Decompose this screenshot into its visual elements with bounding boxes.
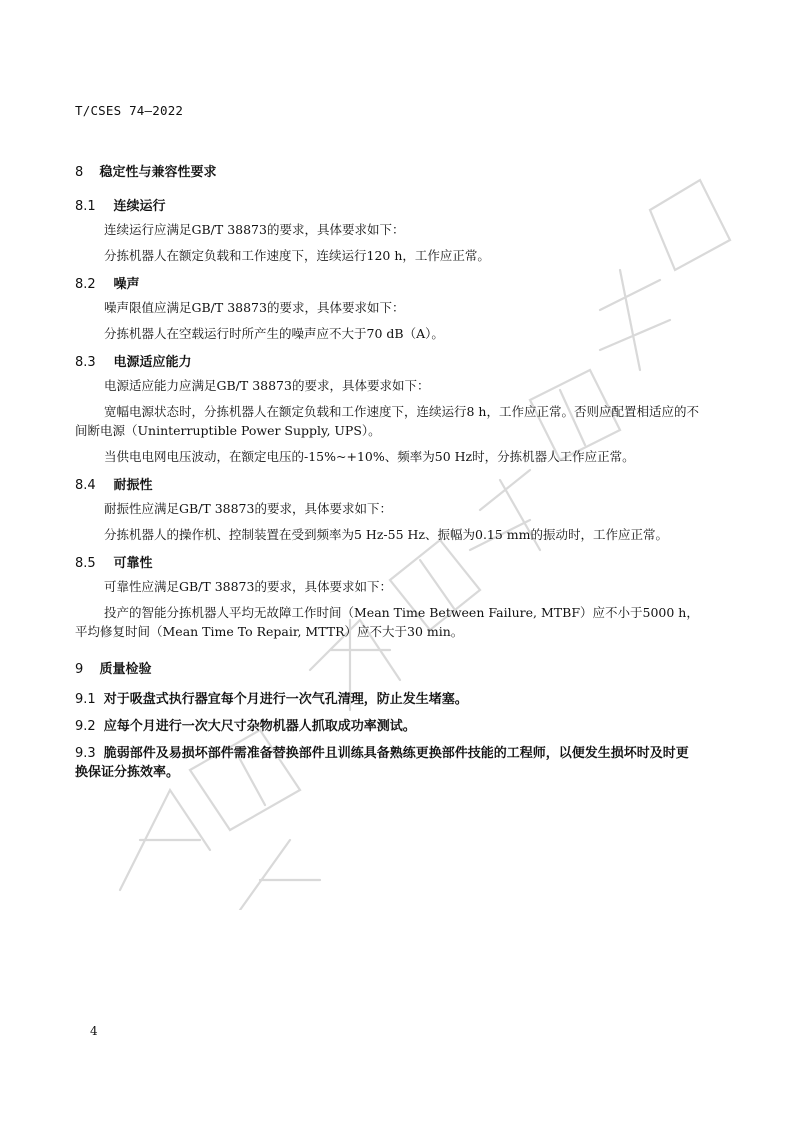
section-title: 可靠性 — [113, 556, 153, 571]
clause-number: 9.1 — [75, 692, 96, 707]
section-title: 连续运行 — [113, 199, 166, 214]
paragraph: 可靠性应满足GB/T 38873的要求，具体要求如下： — [104, 579, 392, 594]
section-title: 稳定性与兼容性要求 — [99, 165, 217, 180]
paragraph: 分拣机器人的操作机、控制装置在受到频率为5 Hz-55 Hz、振幅为0.15 mm的振动时，工作应正常。 — [104, 527, 669, 542]
document-code: T/CSES 74—2022 — [75, 103, 184, 118]
clause-number: 9.2 — [75, 719, 96, 734]
section-8-5-heading — [75, 552, 153, 571]
section-number: 8 — [75, 165, 84, 180]
clause-text: 对于吸盘式执行器宜每个月进行一次气孔清理，防止发生堵塞。 — [103, 692, 468, 707]
paragraph: 宽幅电源状态时，分拣机器人在额定负载和工作速度下，连续运行8 h，工作应正常。否则应配置相适应的不间断电源（Uninterruptible Power Supply, UPS）。 — [75, 404, 699, 438]
section-8-2-heading — [75, 273, 140, 292]
section-number: 8.3 — [75, 355, 96, 370]
paragraph: 连续运行应满足GB/T 38873的要求，具体要求如下： — [104, 222, 405, 237]
section-title: 噪声 — [113, 277, 140, 292]
clause-9-3 — [75, 744, 700, 782]
page-number: 4 — [90, 1024, 98, 1038]
clause-text: 应每个月进行一次大尺寸杂物机器人抓取成功率测试。 — [103, 719, 416, 734]
paragraph: 分拣机器人在额定负载和工作速度下，连续运行120 h，工作应正常。 — [104, 248, 490, 263]
section-8-1-heading — [75, 195, 166, 214]
section-9-heading — [75, 658, 152, 677]
clause-number: 9.3 — [75, 746, 96, 761]
paragraph: 当供电电网电压波动，在额定电压的-15%~+10%、频率为50 Hz时，分拣机器人工作应正常。 — [104, 449, 635, 464]
paragraph: 耐振性应满足GB/T 38873的要求，具体要求如下： — [104, 501, 392, 516]
section-8-4-heading — [75, 474, 153, 493]
paragraph: 分拣机器人在空载运行时所产生的噪声应不大于70 dB（A）。 — [104, 326, 444, 341]
section-8-3-heading — [75, 351, 192, 370]
section-number: 8.4 — [75, 478, 96, 493]
section-8-heading — [75, 161, 217, 180]
clause-9-2 — [75, 717, 700, 736]
paragraph: 噪声限值应满足GB/T 38873的要求，具体要求如下： — [104, 300, 405, 315]
section-title: 质量检验 — [99, 662, 152, 677]
section-number: 9 — [75, 662, 84, 677]
paragraph: 电源适应能力应满足GB/T 38873的要求，具体要求如下： — [104, 378, 430, 393]
section-number: 8.2 — [75, 277, 96, 292]
clause-text: 脆弱部件及易损坏部件需准备替换部件且训练具备熟练更换部件技能的工程师，以便发生损坏时及时更换保证分拣效率。 — [75, 746, 689, 780]
paragraph: 投产的智能分拣机器人平均无故障工作时间（Mean Time Between Failure, MTBF）应不小于5000 h，平均修复时间（Mean Time To Repair, MTTR）应不大于30 min。 — [75, 605, 699, 639]
section-number: 8.1 — [75, 199, 96, 214]
clause-9-1 — [75, 690, 700, 709]
section-number: 8.5 — [75, 556, 96, 571]
section-title: 耐振性 — [113, 478, 153, 493]
section-title: 电源适应能力 — [113, 355, 192, 370]
